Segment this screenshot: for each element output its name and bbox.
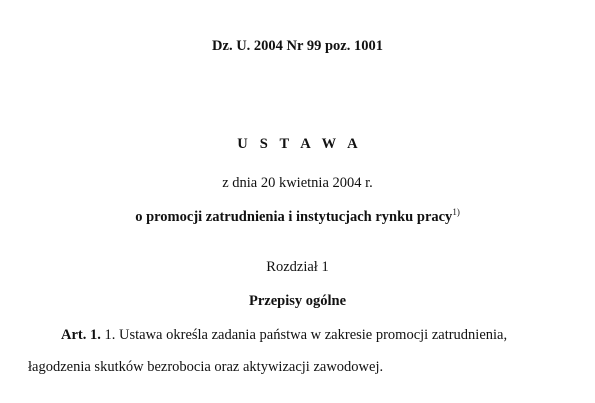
journal-reference: Dz. U. 2004 Nr 99 poz. 1001	[212, 38, 383, 54]
article-1-paragraph	[61, 327, 567, 344]
chapter-title: Przepisy ogólne	[248, 293, 347, 309]
article-text-continuation	[28, 359, 567, 376]
act-subject-text: o promocji zatrudnienia i instytucjach rynku pracy	[135, 209, 453, 225]
article-text-line1: Ustawa określa zadania państwa w zakresie promocji zatrudnienia,	[119, 327, 508, 343]
act-subject	[0, 209, 595, 226]
article-text-line2: łagodzenia skutków bezrobocia oraz aktywizacji zawodowej.	[28, 359, 384, 375]
article-label: Art. 1.	[61, 327, 101, 343]
act-type-heading: U S T A W A	[237, 136, 362, 152]
paragraph-number: 1.	[104, 327, 116, 343]
act-date: z dnia 20 kwietnia 2004 r.	[222, 175, 373, 191]
chapter-number: Rozdział 1	[266, 259, 329, 275]
footnote-marker[interactable]: 1)	[452, 207, 460, 217]
